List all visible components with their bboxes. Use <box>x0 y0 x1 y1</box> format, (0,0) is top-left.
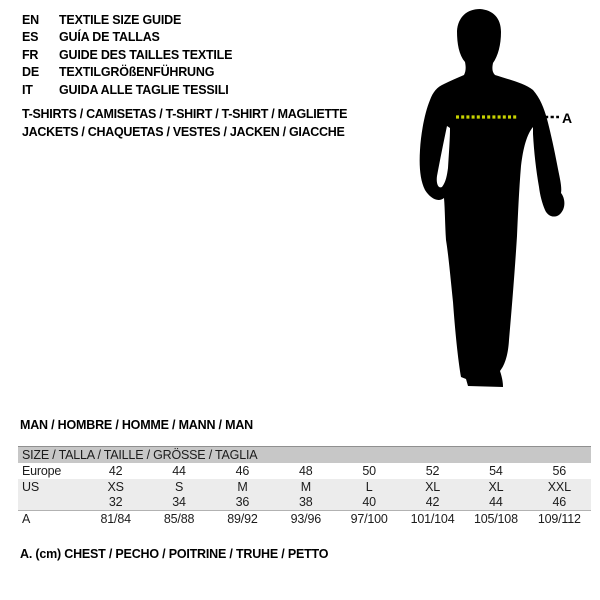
language-row <box>22 11 232 29</box>
table-cell: 101/104 <box>410 512 455 526</box>
table-cell: M <box>300 480 311 494</box>
language-code: IT <box>22 82 33 97</box>
garment-categories <box>22 106 347 141</box>
size-table-header: SIZE / TALLA / TAILLE / GRÖSSE / TAGLIA <box>18 446 591 463</box>
table-cell: XL <box>488 480 504 494</box>
table-cell: 85/88 <box>163 512 195 526</box>
row-label: Europe <box>22 464 62 478</box>
category-line-jackets: JACKETS / CHAQUETAS / VESTES / JACKEN / GIACCHE <box>22 124 345 139</box>
table-row-chest-a <box>18 510 591 528</box>
man-silhouette <box>420 9 565 387</box>
table-cell: 40 <box>362 495 376 509</box>
chest-measurement-note: A. (cm) CHEST / PECHO / POITRINE / TRUHE / PETTO <box>20 547 329 561</box>
table-cell: 93/96 <box>290 512 321 526</box>
table-cell: S <box>174 480 184 494</box>
language-row <box>22 29 232 47</box>
table-cell: 46 <box>235 464 250 478</box>
table-cell: M <box>237 480 248 494</box>
language-row <box>22 64 232 82</box>
table-cell: 42 <box>425 495 440 509</box>
table-cell: 34 <box>172 495 186 509</box>
measure-label-a: A <box>562 110 573 126</box>
table-cell: 48 <box>299 464 313 478</box>
table-cell: 36 <box>235 495 250 509</box>
table-cell: L <box>365 480 373 494</box>
table-row-us-numeric <box>18 495 591 510</box>
table-cell: 109/112 <box>537 512 581 526</box>
language-code: DE <box>22 65 39 80</box>
language-label: GUIDA ALLE TAGLIE TESSILI <box>59 82 229 97</box>
table-cell: 44 <box>489 495 503 509</box>
table-cell: 54 <box>489 464 503 478</box>
table-row-europe <box>18 463 591 479</box>
table-cell: 81/84 <box>100 512 131 526</box>
table-cell: XL <box>425 480 440 494</box>
table-cell: 46 <box>552 495 567 509</box>
table-cell: 38 <box>299 495 313 509</box>
table-cell: 97/100 <box>350 512 388 526</box>
section-title-man: MAN / HOMBRE / HOMME / MANN / MAN <box>20 418 253 432</box>
table-cell: 105/108 <box>474 512 518 526</box>
man-silhouette-figure <box>400 0 600 400</box>
table-cell: 50 <box>362 464 376 478</box>
language-label: TEXTILE SIZE GUIDE <box>59 12 182 27</box>
language-code: FR <box>22 47 39 62</box>
category-line-tshirts: T-SHIRTS / CAMISETAS / T-SHIRT / T-SHIRT / MAGLIETTE <box>22 107 348 121</box>
language-label: GUIDE DES TAILLES TEXTILE <box>59 47 233 62</box>
language-row <box>22 81 232 99</box>
language-code: EN <box>22 12 39 27</box>
row-label: US <box>22 480 39 494</box>
language-label: GUÍA DE TALLAS <box>59 30 160 45</box>
table-cell: XS <box>107 480 124 494</box>
size-table <box>18 446 591 528</box>
table-cell: 52 <box>425 464 440 478</box>
table-cell: 89/92 <box>227 512 258 526</box>
table-cell: 32 <box>108 495 123 509</box>
language-code: ES <box>22 30 39 45</box>
row-label: A <box>22 512 31 526</box>
language-list <box>22 11 232 99</box>
language-label: TEXTILGRÖßENFÜHRUNG <box>59 65 215 80</box>
table-cell: 44 <box>172 464 186 478</box>
row-label <box>18 495 84 510</box>
language-row <box>22 46 232 64</box>
table-row-us <box>18 479 591 495</box>
table-cell: 42 <box>108 464 123 478</box>
table-cell: XXL <box>547 480 571 494</box>
table-cell: 56 <box>552 464 567 478</box>
